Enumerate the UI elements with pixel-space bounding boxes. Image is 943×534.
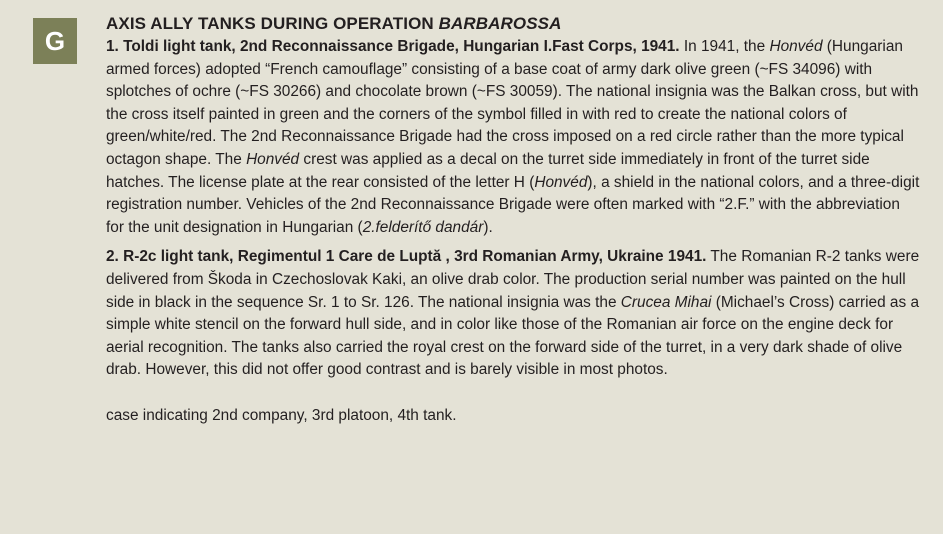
entry-1-text: crest was applied as a decal on the turret side immediately in front of the turret side hatches. The license plate at the rear consisted of the letter H ( [106,150,870,191]
entry-2-italic: Crucea Mihai [620,293,712,311]
entry-1-italic: Honvéd [769,38,823,55]
entry-2-text: (Michael’s Cross) carried as a simple white stencil on the forward hull side, and in color like those of the Romanian air force on the engine deck for aerial recognition. The tanks also carried the royal crest on the forward side of the turret, in a very dark shade of olive drab. However, this did not offer good contrast and is barely visible in most photos. [106,293,920,379]
entry-1-italic: Honvéd [534,173,588,191]
section-badge: G [33,18,77,64]
entry-1-text: ), a shield in the national colors, and a three-digit registration number. Vehicles of the 2nd Reconnaissance Brigade were often marked with “2.F.” with the abbreviation for the unit designation in Hungarian ( [106,173,920,236]
section-heading [106,13,921,35]
heading-italic: BARBAROSSA [438,14,562,33]
entry-1-italic: Honvéd [246,150,300,168]
entry-2-text: The Romanian R-2 tanks were delivered from Škoda in Czechoslovak Kaki, an olive drab color. The production serial number was painted on the hull side in black in the sequence Sr. 1 to Sr. 126. The national insignia was the [106,248,920,311]
entry-1-text: (Hungarian armed forces) adopted “French camouflage” consisting of a base coat of army dark olive green (~FS 34096) with splotches of ochre (~FS 30266) and chocolate brown (~FS 30059). The national insignia was the Balkan cross, but with the cross itself painted in green and the corners of the symbol filled in with red to create the national colors of green/white/red. The 2nd Reconnaissance Brigade had the cross imposed on a red circle rather than the more typical octagon shape. The [106,38,919,168]
entry-2-title: 2. R-2c light tank, Regimentul 1 Care de Luptă , 3rd Romanian Army, Ukraine 1941. [106,248,707,266]
entry-1-text: ). [483,218,493,236]
entry-1-italic: 2.felderítő dandár [362,218,484,236]
entry-1-title: 1. Toldi light tank, 2nd Reconnaissance Brigade, Hungarian I.Fast Corps, 1941. [106,38,680,55]
caption-block [106,13,921,428]
entry-2 [106,246,921,382]
heading-text: AXIS ALLY TANKS DURING OPERATION [106,14,439,33]
tail-fragment: case indicating 2nd company, 3rd platoon, 4th tank. [106,406,457,424]
entry-1-text: In 1941, the [679,38,770,55]
entry-1 [106,36,921,239]
